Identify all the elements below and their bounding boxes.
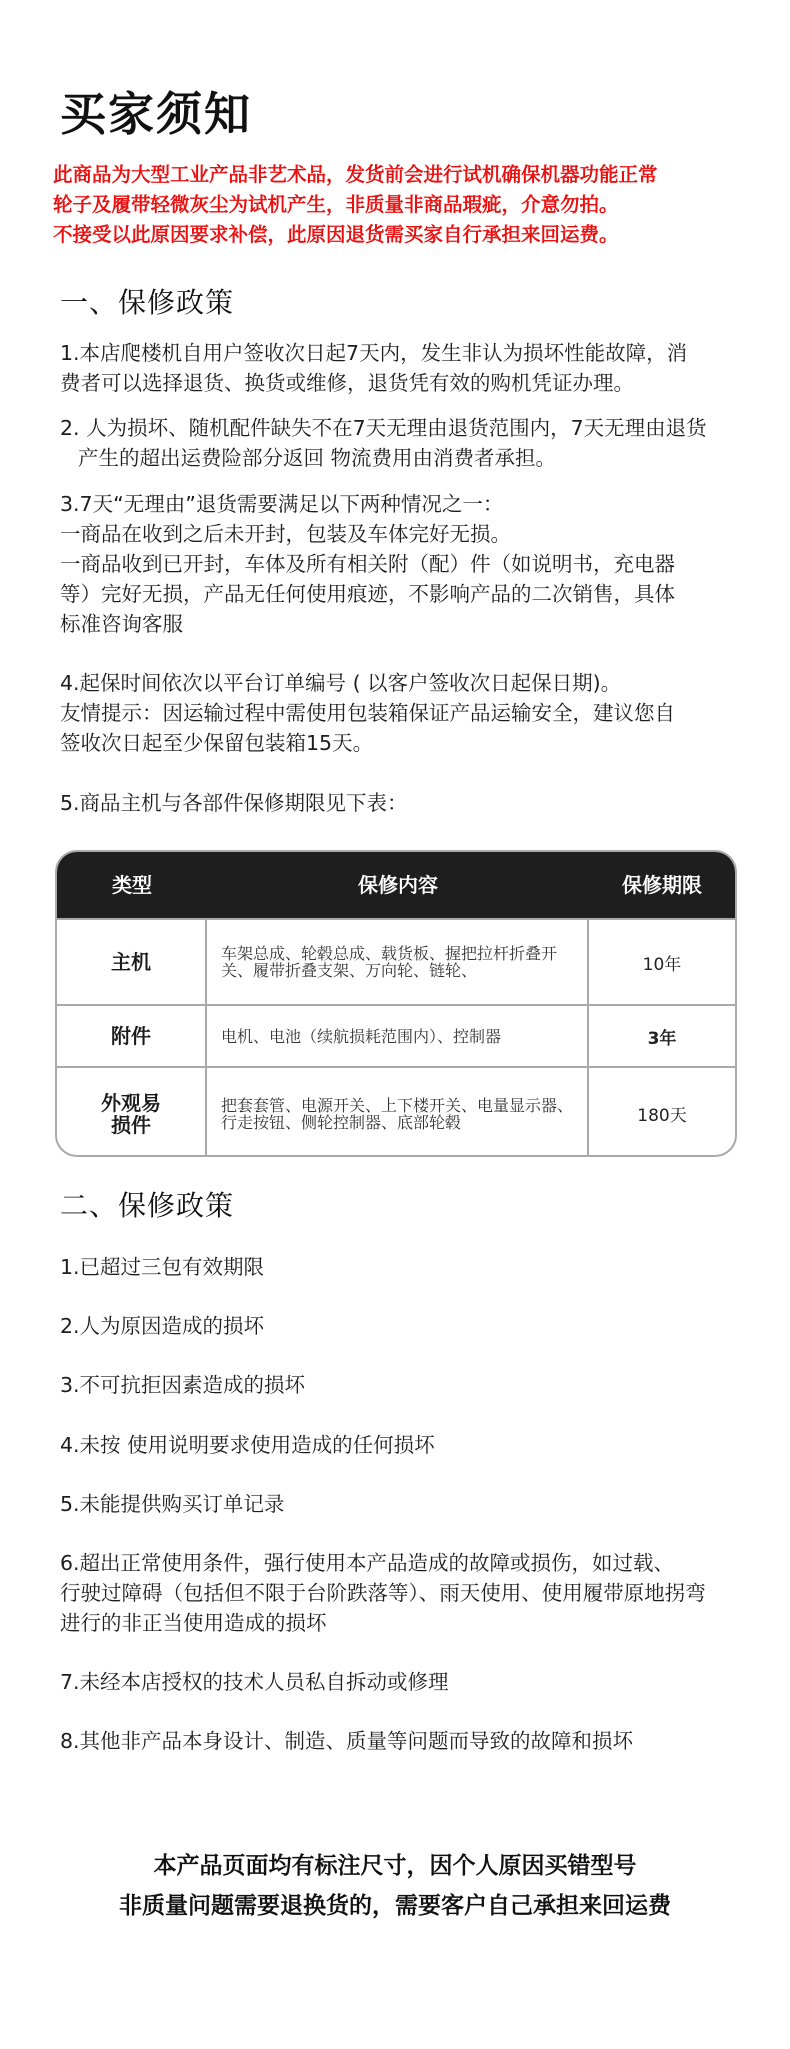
section2-item: 4.未按 使用说明要求使用造成的任何损坏 (60, 1433, 435, 1457)
section2-item: 7.未经本店授权的技术人员私自拆动或修理 (60, 1670, 449, 1694)
section1-line: 产生的超出运费险部分返回 物流费用由消费者承担。 (78, 446, 557, 470)
section1-line: 签收次日起至少保留包装箱15天。 (60, 731, 374, 755)
warning-line-1: 此商品为大型工业产品非艺术品，发货前会进行试机确保机器功能正常 (53, 163, 658, 186)
section2-item: 3.不可抗拒因素造成的损坏 (60, 1373, 306, 1397)
section1-line: 5.商品主机与各部件保修期限见下表： (60, 791, 408, 815)
table-row (57, 918, 735, 1004)
section1-line: 等）完好无损，产品无任何使用痕迹，不影响产品的二次销售，具体 (60, 582, 675, 606)
row-content: 把套套管、电源开关、上下楼开关、电量显示器、行走按钮、侧轮控制器、底部轮毂 (207, 1068, 589, 1157)
table-row (57, 1004, 735, 1066)
footer-line-2: 非质量问题需要退换货的，需要客户自己承担来回运费 (119, 1893, 671, 1919)
warranty-table (55, 850, 737, 1157)
footer-line-1: 本产品页面均有标注尺寸，因个人原因买错型号 (153, 1853, 637, 1879)
section1-line: 友情提示：因运输过程中需使用包装箱保证产品运输安全，建议您自 (60, 701, 675, 725)
section2-item: 行驶过障碍（包括但不限于台阶跌落等）、雨天使用、使用履带原地拐弯 (60, 1581, 706, 1605)
section2-item: 6.超出正常使用条件，强行使用本产品造成的故障或损伤，如过载、 (60, 1551, 675, 1575)
section1-line: 一商品在收到之后未开封，包装及车体完好无损。 (60, 522, 511, 546)
section2-heading: 二、保修政策 (60, 1189, 235, 1222)
warning-line-3: 不接受以此原因要求补偿，此原因退货需买家自行承担来回运费。 (53, 223, 619, 246)
section1-line: 2. 人为损坏、随机配件缺失不在7天无理由退货范围内，7天无理由退货 (60, 416, 707, 440)
header-period: 保修期限 (622, 873, 702, 897)
header-content: 保修内容 (358, 873, 438, 897)
warning-line-2: 轮子及履带轻微灰尘为试机产生，非质量非商品瑕疵，介意勿拍。 (53, 193, 619, 216)
row-period: 180天 (637, 1106, 687, 1126)
section2-item: 1.已超过三包有效期限 (60, 1255, 265, 1279)
section2-item: 进行的非正当使用造成的损坏 (60, 1611, 327, 1635)
section1-line: 1.本店爬楼机自用户签收次日起7天内，发生非认为损坏性能故障，消 (60, 341, 688, 365)
row-category (57, 1068, 207, 1157)
row-category: 附件 (57, 1006, 207, 1066)
page-title: 买家须知 (60, 87, 252, 141)
section2-item: 2.人为原因造成的损坏 (60, 1314, 265, 1338)
row-category: 主机 (57, 920, 207, 1004)
section2-item: 8.其他非产品本身设计、制造、质量等问题而导致的故障和损坏 (60, 1729, 634, 1753)
row-content: 电机、电池（续航损耗范围内）、控制器 (207, 1006, 589, 1066)
section1-line: 费者可以选择退货、换货或维修，退货凭有效的购机凭证办理。 (60, 371, 634, 395)
section1-line: 一商品收到已开封，车体及所有相关附（配）件（如说明书，充电器 (60, 552, 675, 576)
section1-line: 标准咨询客服 (60, 612, 183, 636)
section1-line: 3.7天“无理由”退货需要满足以下两种情况之一： (60, 492, 504, 516)
section1-heading: 一、保修政策 (60, 286, 235, 319)
header-type: 类型 (112, 873, 152, 897)
row-period: 10年 (642, 954, 682, 975)
row-category-text: 外观易损件 (101, 1090, 161, 1137)
section2-item: 5.未能提供购买订单记录 (60, 1492, 285, 1516)
table-row (57, 1066, 735, 1157)
row-period: 3年 (647, 1028, 677, 1049)
section1-line: 4.起保时间依次以平台订单编号 ( 以客户签收次日起保日期)。 (60, 671, 622, 695)
row-content: 车架总成、轮毂总成、载货板、握把拉杆折叠开关、履带折叠支架、万向轮、链轮、 (207, 920, 589, 1004)
table-header (57, 852, 735, 918)
